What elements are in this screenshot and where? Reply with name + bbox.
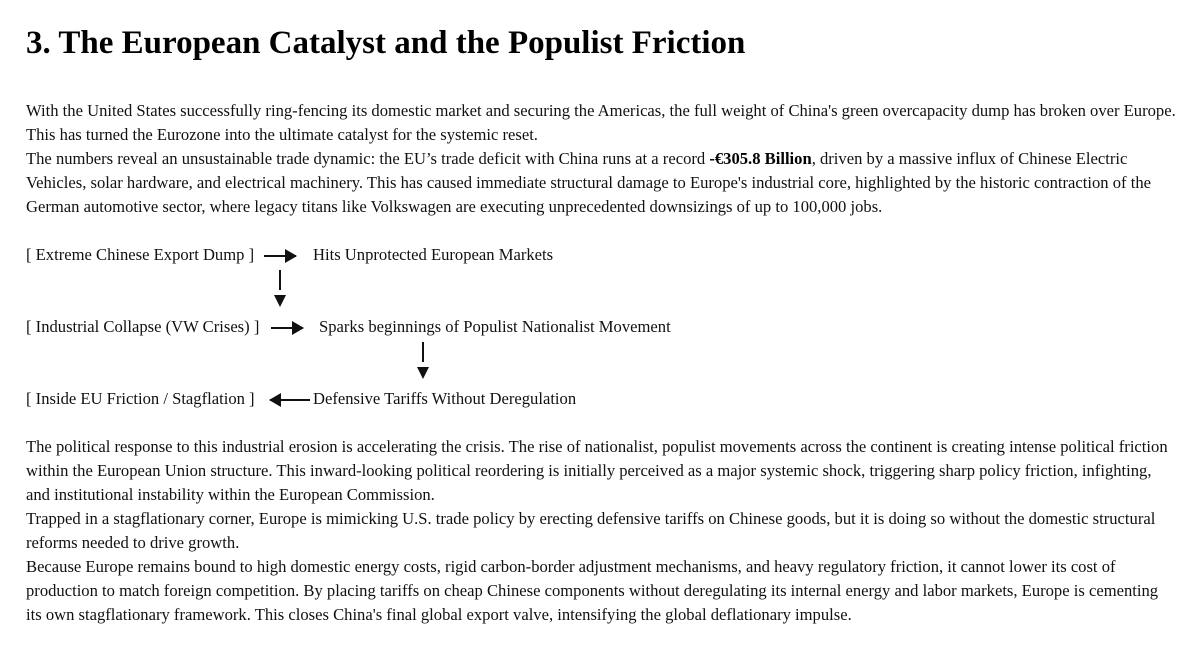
flow-node-unprotected-markets: Hits Unprotected European Markets (313, 245, 554, 264)
flow-node-industrial-collapse: [ Industrial Collapse (VW Crises) ] (26, 317, 260, 336)
paragraph-trade-deficit-text-2: , driven by a massive influx of Chinese Electric Vehicles, solar hardware, and electrical machinery. This has caused immediate structural damage to Europe's industrial core, highlighted by the historic contraction of the German automotive sector, where legacy titans like Volkswagen are executing unprecedented downsizings of up to 100,000 jobs. (26, 149, 1151, 216)
flow-arrow-down-2-head (417, 367, 429, 379)
paragraph-energy-costs: Because Europe remains bound to high domestic energy costs, rigid carbon-border adjustment mechanisms, and heavy regulatory friction, it cannot lower its cost of production to match foreign competition. By placing tariffs on cheap Chinese components without deregulating its internal energy and labor markets, Europe is cementing its own stagflationary framework. This closes China's final global export valve, intensifying the global deflationary impulse. (26, 557, 1159, 624)
flow-arrow-right-1 (264, 255, 296, 257)
flow-arrow-left-3 (270, 399, 310, 401)
flow-arrow-down-1-line (279, 270, 281, 290)
paragraph-stagflation-corner: Trapped in a stagflationary corner, Europe is mimicking U.S. trade policy by erecting defensive tariffs on Chinese goods, but it is doing so without the domestic structural reforms needed to drive growth. (26, 509, 1156, 552)
flow-arrow-down-1-head (274, 295, 286, 307)
trade-deficit-figure: -€305.8 Billion (709, 149, 812, 168)
flow-node-eu-friction: [ Inside EU Friction / Stagflation ] (26, 389, 255, 408)
flow-node-defensive-tariffs: Defensive Tariffs Without Deregulation (313, 389, 577, 408)
flow-arrow-right-2 (271, 327, 303, 329)
paragraph-political-response: The political response to this industrial erosion is accelerating the crisis. The rise of nationalist, populist movements across the continent is creating intense political friction within the European Union structure. This inward-looking political reordering is initially perceived as a major systemic shock, triggering sharp policy friction, infighting, and institutional instability within the European Commission. (26, 437, 1168, 504)
flow-arrow-down-2-line (422, 342, 424, 362)
paragraph-trade-deficit-text-1: The numbers reveal an unsustainable trade dynamic: the EU’s trade deficit with China runs at a record (26, 149, 710, 168)
paragraph-intro: With the United States successfully ring-fencing its domestic market and securing the Americas, the full weight of China's green overcapacity dump has broken over Europe. This has turned the Eurozone into the ultimate catalyst for the systemic reset. (26, 101, 1176, 144)
paragraph-trade-deficit (26, 147, 1176, 219)
flow-node-export-dump: [ Extreme Chinese Export Dump ] (26, 245, 255, 264)
section-heading: 3. The European Catalyst and the Populist Friction (26, 25, 746, 61)
flow-node-populist-movement: Sparks beginnings of Populist Nationalist Movement (319, 317, 671, 336)
